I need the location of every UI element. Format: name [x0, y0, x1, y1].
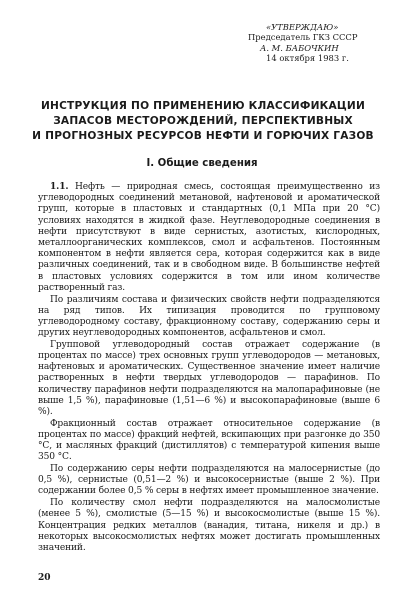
approval-heading: «УТВЕРЖДАЮ» — [266, 22, 339, 32]
page-number: 20 — [38, 573, 51, 583]
paragraph-1 — [38, 181, 380, 294]
paragraph-3: Групповой углеводородный состав отражает содержание (в процентах по массе) трех основных групп углеводородов — метановых, нафтеновых и ароматических. Существенное значение имеет наличие растворенных в нефти твердых углеводородов — парафинов. По количеству парафинов нефти подразделяются на малопарафиновые (не выше 1,5 %), парафиновые (1,51—6 %) и высокопарафиновые (выше 6 %). — [38, 339, 380, 418]
approval-name: А. М. БАБОЧКИН — [260, 42, 339, 53]
paragraph-2: По различиям состава и физических свойств нефти подразделяются на ряд типов. Их типизация проводится по групповому углеводородному составу, фракционному составу, содержанию серы и других неуглеводородных компонентов, асфальтенов и смол. — [38, 294, 380, 339]
title-line-2: ЗАПАСОВ МЕСТОРОЖДЕНИЙ, ПЕРСПЕКТИВНЫХ — [53, 115, 353, 127]
body-text — [38, 181, 380, 555]
title-line-3: И ПРОГНОЗНЫХ РЕСУРСОВ НЕФТИ И ГОРЮЧИХ ГАЗОВ — [32, 130, 374, 142]
approval-position: Председатель ГКЗ СССР — [248, 32, 358, 43]
approval-stamp — [244, 22, 394, 64]
document-title — [28, 99, 378, 144]
approval-date: 14 октября 1983 г. — [266, 53, 349, 64]
paragraph-6: По количеству смол нефти подразделяются на малосмолистые (менее 5 %), смолистые (5—15 %) и высокосмолистые (выше 15 %). Концентрация редких металлов (ванадия, титана, никеля и др.) в некоторых высокосмолистых нефтях может достигать промышленных значений. — [38, 498, 380, 553]
clause-number: 1.1. — [50, 181, 69, 192]
title-line-1: ИНСТРУКЦИЯ ПО ПРИМЕНЕНИЮ КЛАССИФИКАЦИИ — [40, 100, 366, 112]
section-heading: I. Общие сведения — [146, 158, 258, 169]
paragraph-1-text: Нефть — природная смесь, состоящая преимущественно из углеводородных соединений метановой, нафтеновой и ароматической групп, которые в пластовых и стандартных (0,1 МПа при 20 °С) условиях находятся в жидкой фазе. Неуглеводородные соединения в нефти присутствуют в виде сернистых, азотистых, кислородных, металлоорганических комплексов, смол и асфальтенов. Постоянным компонентом в нефти является сера, которая содержится как в виде различных соединений, так и в свободном виде. В большинстве нефтей в пластовых условиях содержится в том или ином количестве растворенный газ. — [38, 182, 380, 293]
paragraph-5: По содержанию серы нефти подразделяются на малосернистые (до 0,5 %), сернистые (0,51—2 %) и высокосернистые (выше 2 %). При содержании более 0,5 % серы в нефтях имеет промышленное значение. — [38, 464, 380, 497]
paragraph-4: Фракционный состав отражает относительное содержание (в процентах по массе) фракций нефтей, вскипающих при разгонке до 350 °С, и масляных фракций (дистиллятов) с температурой кипения выше 350 °С. — [38, 418, 380, 463]
